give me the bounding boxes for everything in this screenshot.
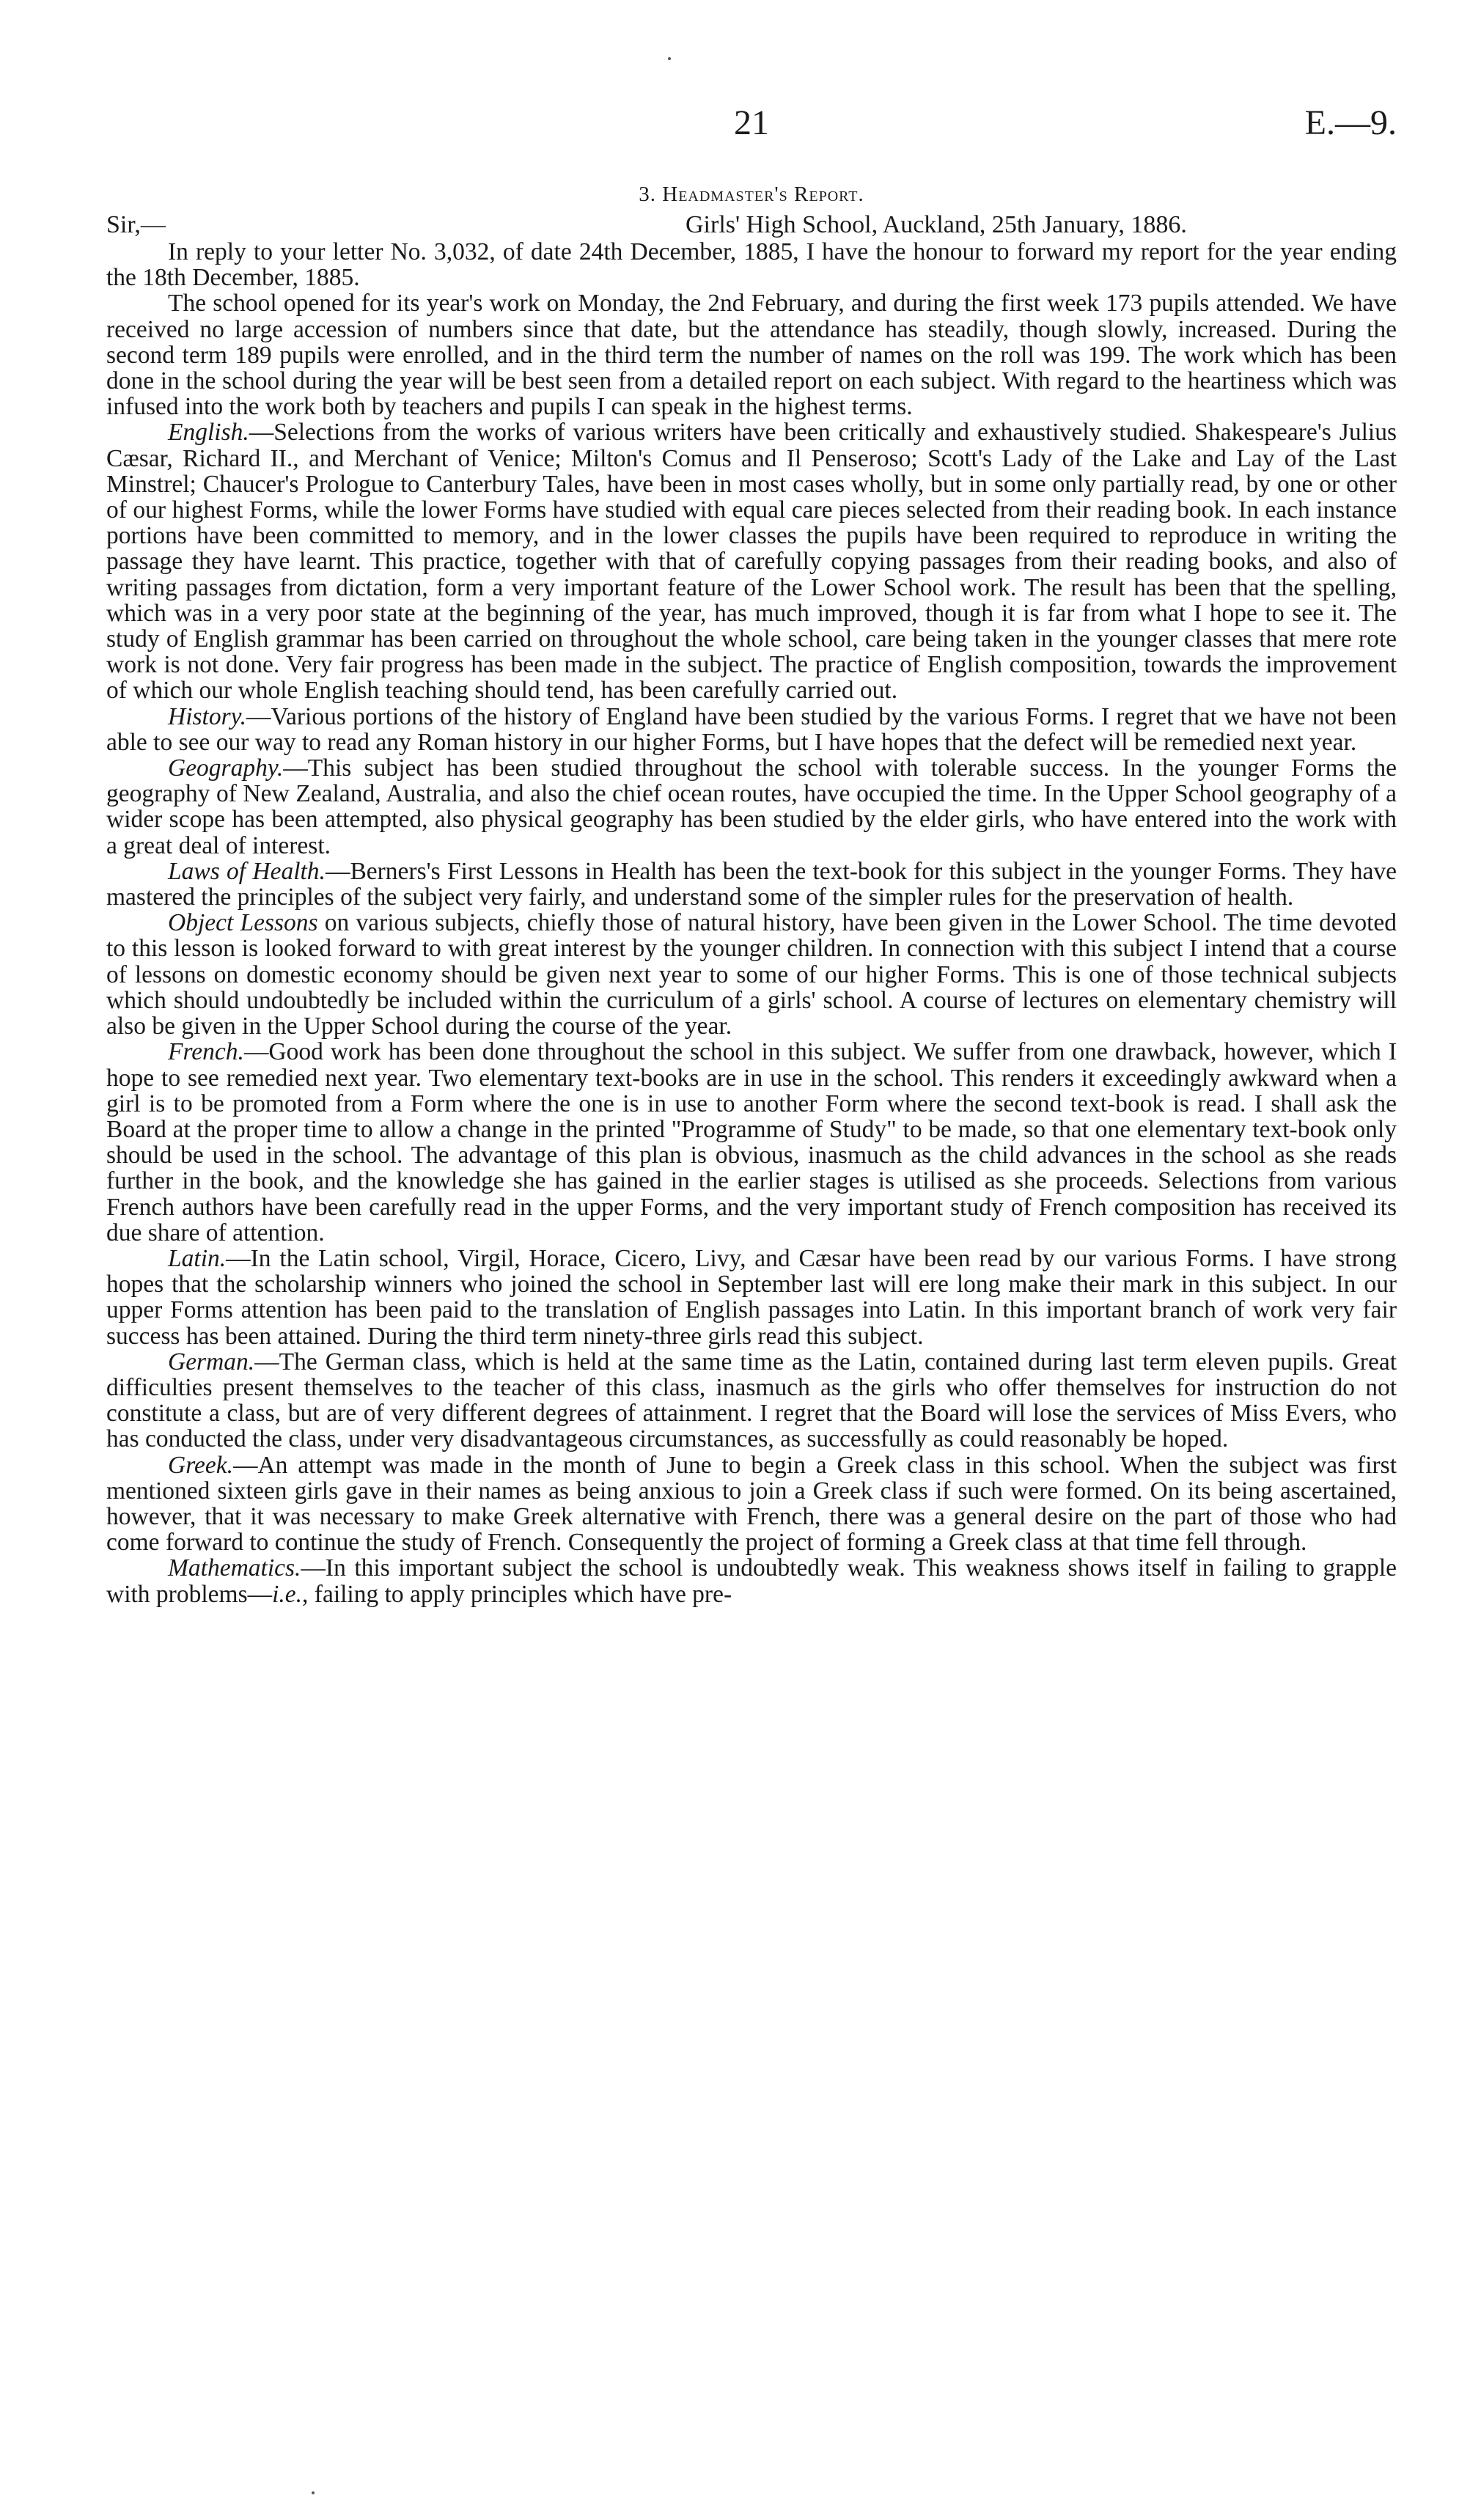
report-title-words: Headmaster's Report.: [662, 183, 864, 206]
paragraph-text: —The German class, which is held at the same time as the Latin, contained during last term eleven pupils. Great difficulties present themselves to the teacher of this class, inasmuch as the girls who offer themselves for instruction do not constitute a class, but are of very different degrees of attainment. I regret that the Board will lose the services of Miss Evers, who has conducted the class, under very disadvantageous circumstances, as successfully as could reasonably be hoped.: [106, 1348, 1397, 1453]
topic-heading: History.: [168, 702, 247, 730]
topic-heading: German.: [168, 1348, 255, 1375]
topic-heading: Greek.: [168, 1451, 233, 1479]
dateline: Girls' High School, Auckland, 25th January, 1886.: [686, 211, 1187, 238]
paragraph-geography: [106, 755, 1397, 859]
report-title: [106, 180, 1397, 208]
topic-heading: French.: [168, 1038, 244, 1066]
paragraph-french: [106, 1039, 1397, 1246]
speck-mark: [668, 57, 671, 60]
paragraph-english: [106, 419, 1397, 703]
paragraph-text: —This subject has been studied throughout the school with tolerable success. In the younger Forms the geography of New Zealand, Australia, and also the chief ocean routes, have occupied the time. In the Upper School geography of a wider scope has been attempted, also physical geography has been studied by the elder girls, who have entered into the work with a great deal of interest.: [106, 754, 1397, 859]
topic-heading: Mathematics.: [168, 1554, 301, 1582]
paragraph-text: —Various portions of the history of England have been studied by the various Forms. I regret that we have not been able to see our way to read any Roman history in our higher Forms, but I have hopes that the defect will be remedied next year.: [106, 702, 1397, 756]
paragraph-text: The school opened for its year's work on Monday, the 2nd February, and during the first week 173 pupils attended. We have received no large accession of numbers since that date, but the attendance has steadily, though slowly, increased. During the second term 189 pupils were enrolled, and in the third term the number of names on the roll was 199. The work which has been done in the school during the year will be best seen from a detailed report on each subject. With regard to the heartiness which was infused into the work both by teachers and pupils I can speak in the highest terms.: [106, 290, 1397, 421]
topic-heading: Object Lessons: [168, 909, 318, 937]
page-number: 21: [734, 103, 769, 142]
document-page: [106, 103, 1397, 1607]
abbreviation-ie: i.e.: [272, 1580, 303, 1608]
topic-heading: English.: [168, 419, 249, 447]
paragraph-text: —In this important subject the school is undoubtedly weak. This weakness shows itself in failing to grapple with problems—: [106, 1554, 1397, 1608]
paragraph-greek: [106, 1452, 1397, 1556]
paragraph-latin: [106, 1246, 1397, 1349]
series-reference: E.—9.: [1304, 103, 1397, 142]
topic-heading: Geography.: [168, 754, 284, 782]
paragraph-object-lessons: [106, 910, 1397, 1039]
paragraph-german: [106, 1349, 1397, 1452]
salutation-line: [106, 211, 1397, 239]
topic-heading: Laws of Health.: [168, 857, 326, 885]
page-header: [106, 103, 1397, 154]
paragraph-laws-of-health: [106, 859, 1397, 910]
paragraph-text: —An attempt was made in the month of June to begin a Greek class in this school. When the subject was first mentioned sixteen girls gave in their names as being anxious to join a Greek class if such were formed. On its being ascertained, however, that it was necessary to make Greek alternative with French, there was a general desire on the part of those who had come forward to continue the study of French. Consequently the project of forming a Greek class at that time fell through.: [106, 1451, 1397, 1557]
paragraph-text-tail: , failing to apply principles which have pre-: [302, 1580, 732, 1608]
paragraph-text: —In the Latin school, Virgil, Horace, Cicero, Livy, and Cæsar have been read by our various Forms. I have strong hopes that the scholarship winners who joined the school in September last will ere long make their mark in this subject. In our upper Forms attention has been paid to the translation of English passages into Latin. In this important branch of work very fair success has been attained. During the third term ninety-three girls read this subject.: [106, 1244, 1397, 1350]
speck-mark: [312, 2491, 315, 2494]
report-title-number: 3.: [639, 183, 656, 206]
salutation: Sir,—: [106, 211, 166, 238]
topic-heading: Latin.: [168, 1244, 227, 1272]
paragraph-text: on various subjects, chiefly those of natural history, have been given in the Lower School. The time devoted to this lesson is looked forward to with great interest by the younger children. In connection with this subject I intend that a course of lessons on domestic economy should be given next year to some of our higher Forms. This is one of those technical subjects which should undoubtedly be included within the curriculum of a girls' school. A course of lectures on elementary chemistry will also be given in the Upper School during the course of the year.: [106, 909, 1397, 1040]
paragraph-text: —Berners's First Lessons in Health has been the text-book for this subject in the younger Forms. They have mastered the principles of the subject very fairly, and understand some of the simpler rules for the preservation of health.: [106, 857, 1397, 911]
paragraph-intro: [106, 239, 1397, 290]
paragraph-text: In reply to your letter No. 3,032, of date 24th December, 1885, I have the honour to forward my report for the year ending the 18th December, 1885.: [106, 238, 1397, 292]
paragraph-history: [106, 704, 1397, 755]
report-body: [106, 239, 1397, 1607]
paragraph-text: —Good work has been done throughout the school in this subject. We suffer from one drawback, however, which I hope to see remedied next year. Two elementary text-books are in use in the school. This renders it exceedingly awkward when a girl is to be promoted from a Form where the one is in use to another Form where the second text-book is read. I shall ask the Board at the proper time to allow a change in the printed "Programme of Study" to be made, so that one elementary text-book only should be used in the school. The advantage of this plan is obvious, inasmuch as the child advances in the school as she reads further in the book, and the knowledge she has gained in the earlier stages is utilised as she proceeds. Selections from various French authors have been carefully read in the upper Forms, and the very important study of French composition has received its due share of attention.: [106, 1038, 1397, 1246]
paragraph-mathematics: [106, 1555, 1397, 1606]
paragraph-attendance: [106, 290, 1397, 419]
paragraph-text: —Selections from the works of various writers have been critically and exhaustively studied. Shakespeare's Julius Cæsar, Richard II., and Merchant of Venice; Milton's Comus and Il Penseroso; Scott's Lady of the Lake and Lay of the Last Minstrel; Chaucer's Prologue to Canterbury Tales, have been in most cases wholly, but in some only partially read, by one or other of our highest Forms, while the lower Forms have studied with equal care pieces selected from their reading book. In each instance portions have been committed to memory, and in the lower classes the pupils have been required to reproduce in writing the passage they have learnt. This practice, together with that of carefully copying passages from their reading books, and also of writing passages from dictation, form a very important feature of the Lower School work. The result has been that the spelling, which was in a very poor state at the beginning of the year, has much improved, though it is far from what I hope to see it. The study of English grammar has been carried on throughout the whole school, care being taken in the younger classes that mere rote work is not done. Very fair progress has been made in the subject. The practice of English composition, towards the improvement of which our whole English teaching should tend, has been carefully carried out.: [106, 419, 1397, 705]
